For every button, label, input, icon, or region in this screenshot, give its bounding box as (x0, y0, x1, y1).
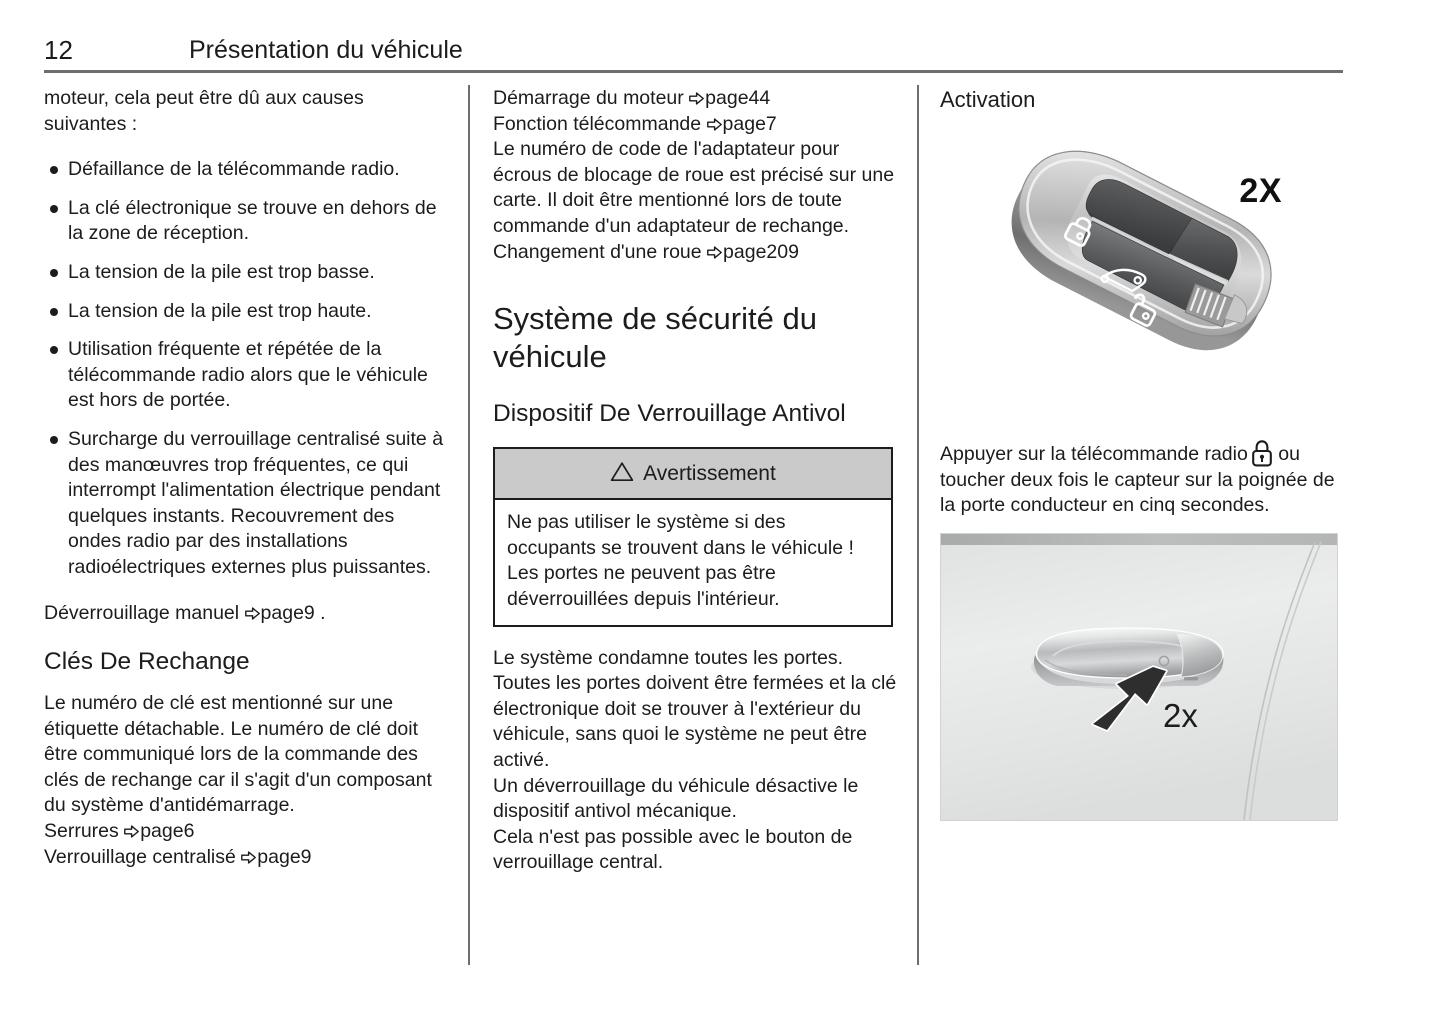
page-number: 12 (44, 35, 73, 65)
column-divider-2 (917, 85, 919, 965)
bullet-dot (50, 436, 58, 444)
activation-instruction-before: Appuyer sur la télécommande radio (940, 443, 1248, 465)
list-item-label: La tension de la pile est trop haute. (68, 299, 372, 322)
adapter-paragraph: Le numéro de code de l'adaptateur pour écrous de blocage de roue est précisé sur une carte. Il doit être mentionné lors de toute commande d'un adaptateur de rechange. (493, 138, 895, 237)
ref-engine-start (493, 86, 897, 112)
column-2 (493, 86, 897, 876)
door-handle-illustration (941, 534, 1337, 820)
ref-remote-function (493, 112, 897, 138)
list-item (44, 157, 448, 183)
warning-box (493, 447, 893, 626)
page-ref-arrow-icon (689, 87, 704, 100)
header-divider (44, 70, 1343, 73)
bullet-dot (50, 269, 58, 277)
ref-wheel-change (493, 240, 897, 266)
ref-central-locking-target: page9 (257, 845, 312, 868)
list-item (44, 427, 448, 581)
ref-remote-function-label: Fonction télécommande (493, 112, 707, 135)
ref-wheel-change-label: Changement d'une roue (493, 240, 708, 263)
column-3 (940, 86, 1344, 821)
page-ref-arrow-icon (707, 113, 722, 126)
bullet-dot (50, 166, 58, 174)
column-1 (44, 86, 448, 870)
ref-central-locking-label: Verrouillage centralisé (44, 845, 242, 868)
list-item-label: La tension de la pile est trop basse. (68, 260, 375, 283)
key-fob-illustration (952, 136, 1282, 426)
warning-box-text: Ne pas utiliser le système si des occupants se trouvent dans le véhicule ! Les portes ne peuvent pas être déverrouillées depuis l'intérieur. (507, 511, 854, 610)
ref-wheel-change-target: page209 (723, 240, 799, 263)
page-title: Présentation du véhicule (189, 36, 463, 64)
causes-list (44, 157, 448, 580)
warning-box-title: Avertissement (643, 461, 776, 485)
ref-manual-unlock (44, 601, 448, 627)
list-item (44, 196, 448, 247)
ref-engine-start-target: page44 (705, 87, 771, 109)
list-item-label: La clé électronique se trouve en dehors de la zone de réception. (68, 196, 437, 245)
page-ref-arrow-icon (707, 241, 722, 254)
ref-manual-unlock-label: Déverrouillage manuel (44, 601, 245, 624)
warning-box-body (495, 500, 891, 624)
intro-paragraph: moteur, cela peut être dû aux causes suivantes : (44, 87, 364, 135)
bullet-dot (50, 205, 58, 213)
door-handle-repeat-label: 2x (1163, 696, 1198, 734)
heading-vehicle-security-system: Système de sécurité du véhicule (493, 301, 817, 375)
heading-spare-keys: Clés De Rechange (44, 648, 250, 676)
bullet-dot (50, 346, 58, 354)
key-fob-repeat-label: 2X (1239, 172, 1282, 210)
list-item (44, 260, 448, 286)
key-fob-figure (940, 114, 1344, 440)
security-paragraph-1: Le système condamne toutes les portes. Toutes les portes doivent être fermées et la clé électronique doit se trouver à l'extérieur du véhicule, sans quoi le système ne peut être activé. (493, 646, 897, 771)
ref-locks-label: Serrures (44, 820, 125, 843)
security-paragraph-2: Un déverrouillage du véhicule désactive le dispositif antivol mécanique. (493, 774, 859, 823)
security-paragraph-3: Cela n'est pas possible avec le bouton de verrouillage central. (493, 825, 853, 874)
ref-locks (44, 819, 448, 845)
warning-box-header (495, 449, 891, 500)
activation-instruction-after: ou toucher deux fois le capteur sur la poignée de la porte conducteur en cinq secondes. (940, 443, 1335, 517)
list-item-label: Surcharge du verrouillage centralisé suite à des manœuvres trop fréquentes, ce qui interrompt l'alimentation électrique pendant quelques instants. Recouvrement des ondes radio par des installations radioélectriques externes plus puissantes. (68, 427, 444, 578)
page-ref-arrow-icon (124, 820, 139, 833)
list-item-label: Défaillance de la télécommande radio. (68, 158, 400, 181)
activation-instruction (940, 440, 1344, 519)
ref-locks-target: page6 (140, 820, 195, 843)
heading-activation: Activation (940, 87, 1036, 112)
bullet-dot (50, 308, 58, 316)
list-item-label: Utilisation fréquente et répétée de la télécommande radio alors que le véhicule est hors de portée. (68, 338, 428, 412)
heading-antitheft-locking-device: Dispositif De Verrouillage Antivol (493, 400, 846, 428)
page-ref-arrow-icon (245, 602, 260, 615)
warning-triangle-icon (610, 461, 634, 487)
ref-manual-unlock-target: page9 . (260, 601, 326, 624)
list-item (44, 299, 448, 325)
ref-remote-function-target: page7 (722, 112, 777, 135)
door-handle-figure (940, 533, 1338, 821)
column-divider-1 (468, 85, 470, 965)
ref-engine-start-label: Démarrage du moteur (493, 87, 690, 109)
page-header (44, 34, 1343, 70)
padlock-icon (1251, 440, 1273, 467)
ref-central-locking (44, 845, 448, 871)
list-item (44, 337, 448, 414)
spare-keys-paragraph: Le numéro de clé est mentionné sur une étiquette détachable. Le numéro de clé doit être communiqué lors de la commande des clés de rechange car il s'agit d'un composant du système d'antidémarrage. (44, 692, 432, 817)
page-ref-arrow-icon (241, 846, 256, 859)
